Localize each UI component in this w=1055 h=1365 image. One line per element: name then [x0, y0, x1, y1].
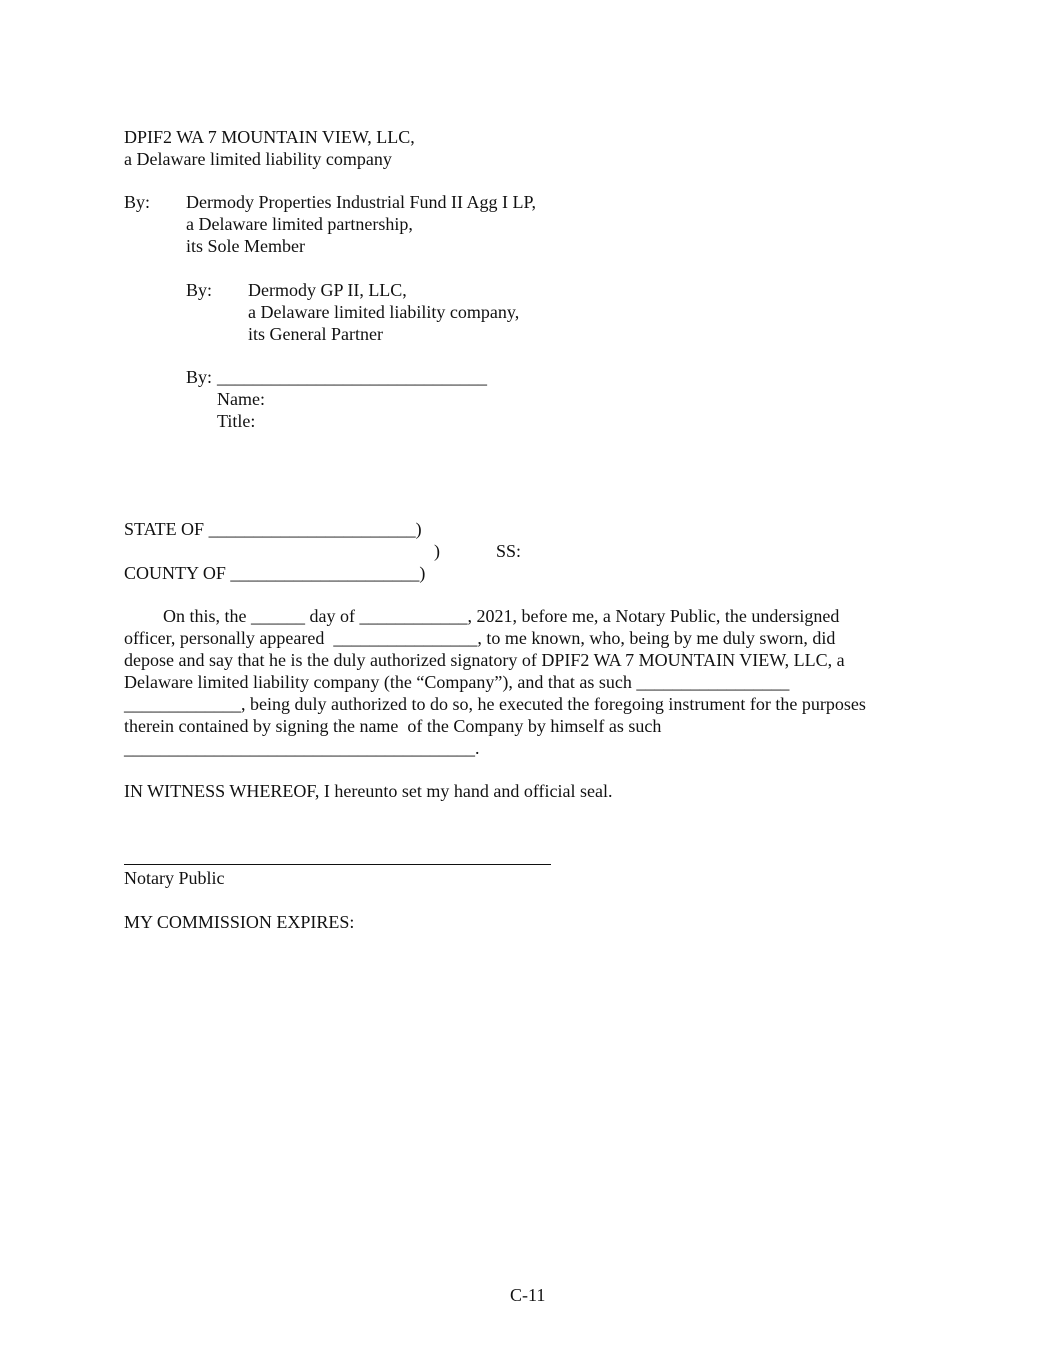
notary-public-label: Notary Public — [124, 868, 225, 888]
signature-by-label: By: — [186, 367, 213, 387]
fund-description: a Delaware limited partnership, — [186, 214, 413, 234]
county-of-line: COUNTY OF _____________________) — [124, 563, 426, 583]
ss-label: SS: — [496, 541, 522, 561]
ack-line-2: officer, personally appeared ________________, to me known, who, being by me duly sworn, did — [124, 628, 836, 648]
ack-line-7: _______________________________________. — [124, 738, 480, 758]
fund-role: its Sole Member — [186, 236, 305, 256]
ack-line-1: On this, the ______ day of ____________, 2021, before me, a Notary Public, the undersigned — [163, 606, 840, 626]
witness-clause: IN WITNESS WHEREOF, I hereunto set my hand and official seal. — [124, 781, 613, 801]
ack-line-6: therein contained by signing the name of the Company by himself as such — [124, 716, 662, 736]
venue-paren: ) — [434, 541, 440, 561]
by-gp-label: By: — [186, 280, 213, 300]
by-fund-label: By: — [124, 192, 151, 212]
ack-line-3: depose and say that he is the duly authorized signatory of DPIF2 WA 7 MOUNTAIN VIEW, LLC, a — [124, 650, 845, 670]
entity-name: DPIF2 WA 7 MOUNTAIN VIEW, LLC, — [124, 127, 415, 147]
notary-signature-line — [124, 864, 551, 865]
ack-line-4: Delaware limited liability company (the “Company”), and that as such _________________ — [124, 672, 790, 692]
commission-expires-label: MY COMMISSION EXPIRES: — [124, 912, 355, 932]
gp-description: a Delaware limited liability company, — [248, 302, 520, 322]
gp-role: its General Partner — [248, 324, 383, 344]
entity-description: a Delaware limited liability company — [124, 149, 392, 169]
page-number: C-11 — [510, 1285, 546, 1305]
gp-name: Dermody GP II, LLC, — [248, 280, 407, 300]
signature-line: ______________________________ — [217, 367, 487, 387]
signature-name-label: Name: — [217, 389, 265, 409]
signature-title-label: Title: — [217, 411, 256, 431]
fund-name: Dermody Properties Industrial Fund II Agg I LP, — [186, 192, 536, 212]
state-of-line: STATE OF _______________________) — [124, 519, 422, 539]
ack-line-5: _____________, being duly authorized to do so, he executed the foregoing instrument for the purposes — [124, 694, 866, 714]
